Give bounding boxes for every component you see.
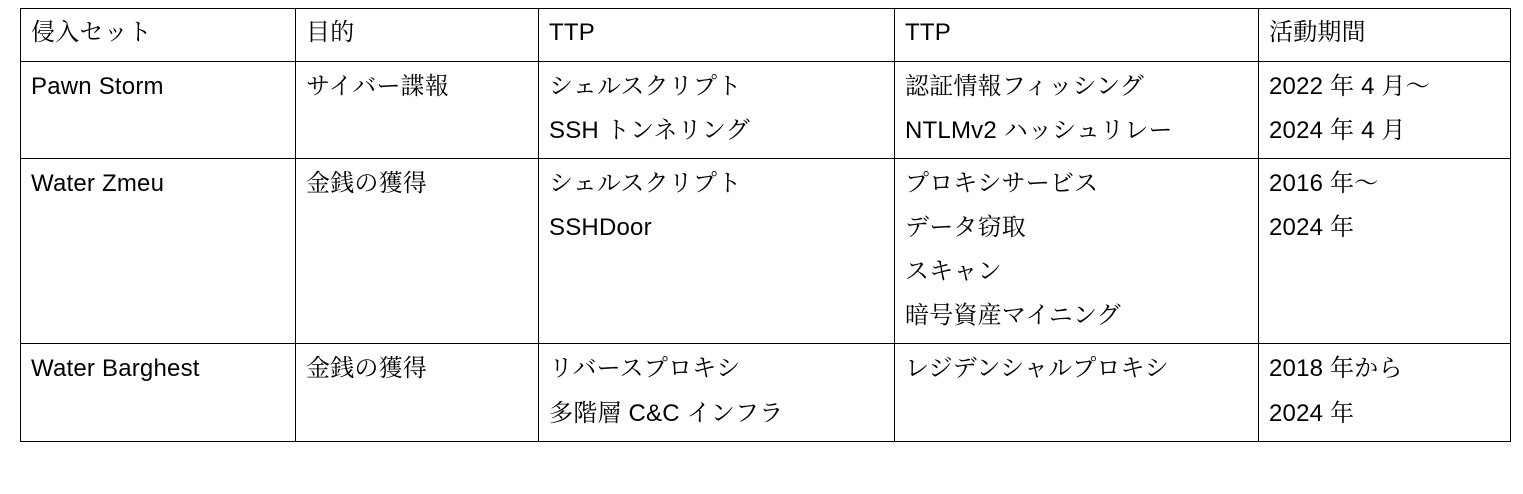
cell-active-period: [1259, 344, 1511, 441]
cell-line: シェルスクリプト: [549, 170, 742, 198]
cell-line: 2018 年から: [1269, 355, 1403, 383]
cell-line: サイバー諜報: [306, 73, 450, 100]
column-header-intrusion-set: 侵入セット: [21, 9, 296, 62]
cell-line: 認証情報フィッシング: [905, 73, 1144, 100]
cell-ttp-2: [895, 159, 1259, 344]
table-row: [21, 159, 1511, 344]
cell-line: 2016 年〜: [1269, 170, 1379, 198]
intrusion-sets-table: [20, 8, 1511, 442]
column-header-objective: 目的: [296, 9, 539, 62]
cell-line: 金銭の獲得: [306, 170, 427, 198]
cell-line: NTLMv2 ハッシュリレー: [905, 117, 1173, 145]
cell-intrusion-set: [21, 62, 296, 159]
cell-active-period: [1259, 159, 1511, 344]
cell-line: SSHDoor: [549, 214, 652, 242]
cell-line: 多階層 C&C インフラ: [549, 399, 784, 427]
table-row: [21, 62, 1511, 159]
cell-line: 2024 年 4 月: [1269, 117, 1406, 145]
cell-line: 2024 年: [1269, 399, 1355, 427]
cell-line: SSH トンネリング: [549, 117, 750, 145]
cell-line: リバースプロキシ: [549, 355, 741, 383]
column-header-ttp-2: TTP: [895, 9, 1259, 62]
cell-intrusion-set: [21, 159, 296, 344]
cell-objective: [296, 62, 539, 159]
column-header-ttp-1: TTP: [539, 9, 895, 62]
cell-line: Pawn Storm: [31, 73, 164, 100]
cell-active-period: [1259, 62, 1511, 159]
table-row: [21, 344, 1511, 441]
cell-line: Water Barghest: [31, 355, 200, 383]
cell-line: 2024 年: [1269, 214, 1355, 242]
cell-objective: [296, 159, 539, 344]
cell-line: データ窃取: [905, 214, 1026, 242]
cell-ttp-1: [539, 62, 895, 159]
cell-line: シェルスクリプト: [549, 73, 742, 100]
cell-ttp-1: [539, 159, 895, 344]
cell-line: 暗号資産マイニング: [905, 302, 1121, 330]
cell-ttp-2: [895, 344, 1259, 441]
cell-ttp-2: [895, 62, 1259, 159]
cell-line: 2022 年 4 月〜: [1269, 73, 1430, 100]
cell-ttp-1: [539, 344, 895, 441]
cell-line: レジデンシャルプロキシ: [905, 355, 1169, 383]
document-page: [0, 8, 1523, 494]
cell-line: 金銭の獲得: [306, 355, 427, 383]
cell-line: スキャン: [905, 258, 1002, 286]
table-header-row: [21, 9, 1511, 62]
column-header-active-period: 活動期間: [1259, 9, 1511, 62]
cell-line: プロキシサービス: [905, 170, 1099, 198]
cell-objective: [296, 344, 539, 441]
cell-line: Water Zmeu: [31, 170, 165, 198]
cell-intrusion-set: [21, 344, 296, 441]
